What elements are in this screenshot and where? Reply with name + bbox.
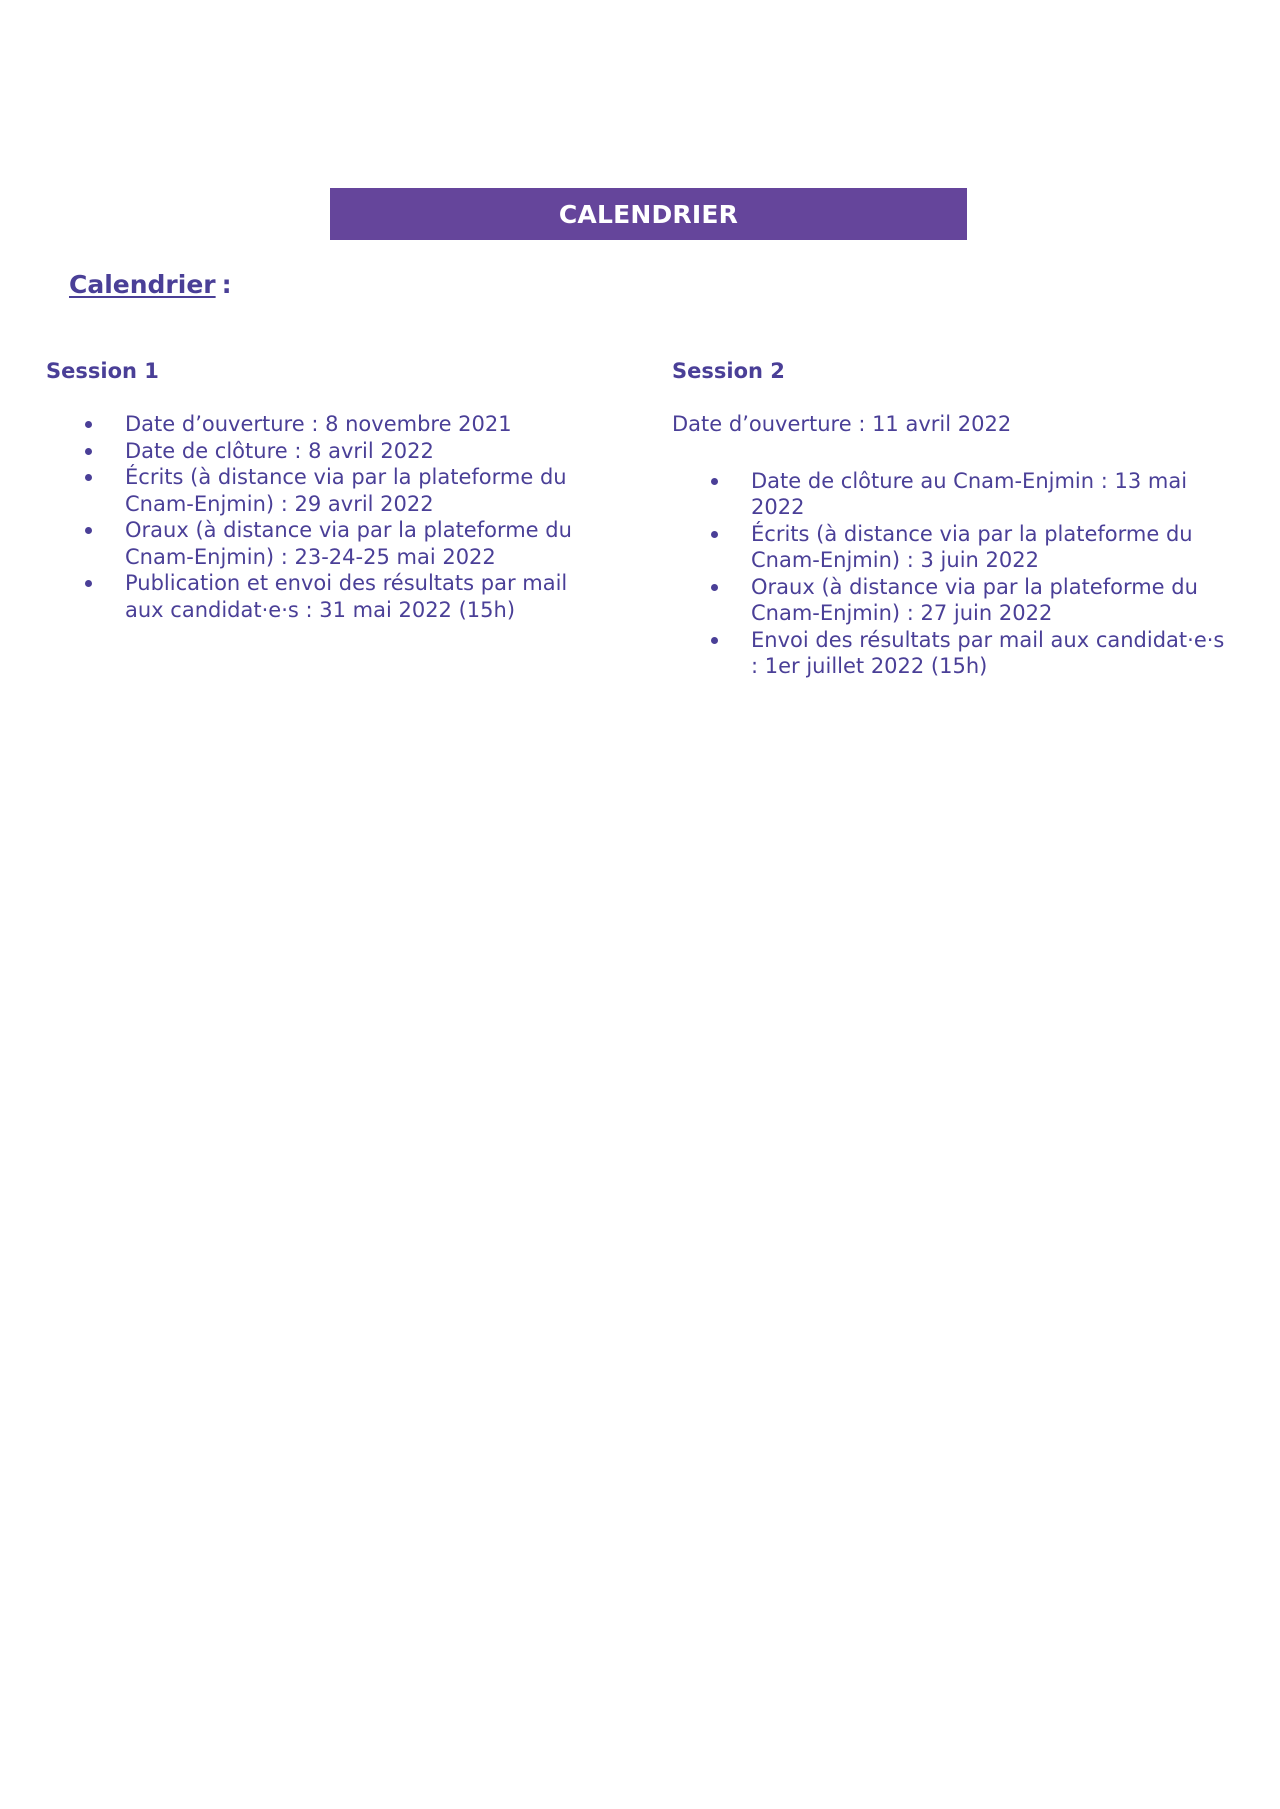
section-heading	[69, 270, 232, 299]
list-item-text: Publication et envoi des résultats par mail aux candidat·e·s : 31 mai 2022 (15h)	[125, 571, 568, 622]
session-2-list	[672, 468, 1232, 680]
bullet-icon	[85, 421, 92, 428]
banner-title: CALENDRIER	[558, 199, 739, 229]
list-item	[46, 438, 595, 465]
list-item-text: Écrits (à distance via par la plateforme du Cnam-Enjmin) : 3 juin 2022	[751, 521, 1193, 572]
list-item	[672, 521, 1226, 574]
bullet-icon	[85, 448, 92, 455]
session-2-column	[672, 355, 1232, 680]
list-item-text: Envoi des résultats par mail aux candidat·e·s : 1er juillet 2022 (15h)	[751, 627, 1225, 678]
session-2-title: Session 2	[672, 359, 785, 383]
list-item-text: Oraux (à distance via par la plateforme du Cnam-Enjmin) : 23-24-25 mai 2022	[125, 518, 572, 569]
list-item	[46, 570, 595, 623]
bullet-icon	[85, 580, 92, 587]
section-heading-label: Calendrier	[69, 270, 216, 299]
session-2-opening-date: Date d’ouverture : 11 avril 2022	[672, 412, 1012, 436]
session-1-title: Session 1	[46, 359, 159, 383]
list-item	[672, 468, 1226, 521]
list-item	[672, 627, 1226, 680]
session-1-column	[46, 355, 606, 623]
list-item-text: Écrits (à distance via par la plateforme du Cnam-Enjmin) : 29 avril 2022	[125, 465, 567, 516]
list-item-text: Date de clôture : 8 avril 2022	[125, 438, 434, 463]
list-item	[46, 411, 595, 438]
list-item	[46, 464, 595, 517]
list-item	[672, 574, 1226, 627]
bullet-icon	[711, 478, 718, 485]
list-item-text: Date de clôture au Cnam-Enjmin : 13 mai 2022	[751, 468, 1188, 519]
bullet-icon	[711, 584, 718, 591]
bullet-icon	[85, 474, 92, 481]
bullet-icon	[711, 531, 718, 538]
section-heading-colon: :	[221, 270, 232, 299]
bullet-icon	[711, 637, 718, 644]
bullet-icon	[85, 527, 92, 534]
session-1-list	[46, 411, 606, 623]
list-item	[46, 517, 595, 570]
list-item-text: Oraux (à distance via par la plateforme du Cnam-Enjmin) : 27 juin 2022	[751, 574, 1198, 625]
title-banner	[330, 188, 967, 240]
list-item-text: Date d’ouverture : 8 novembre 2021	[125, 412, 512, 436]
